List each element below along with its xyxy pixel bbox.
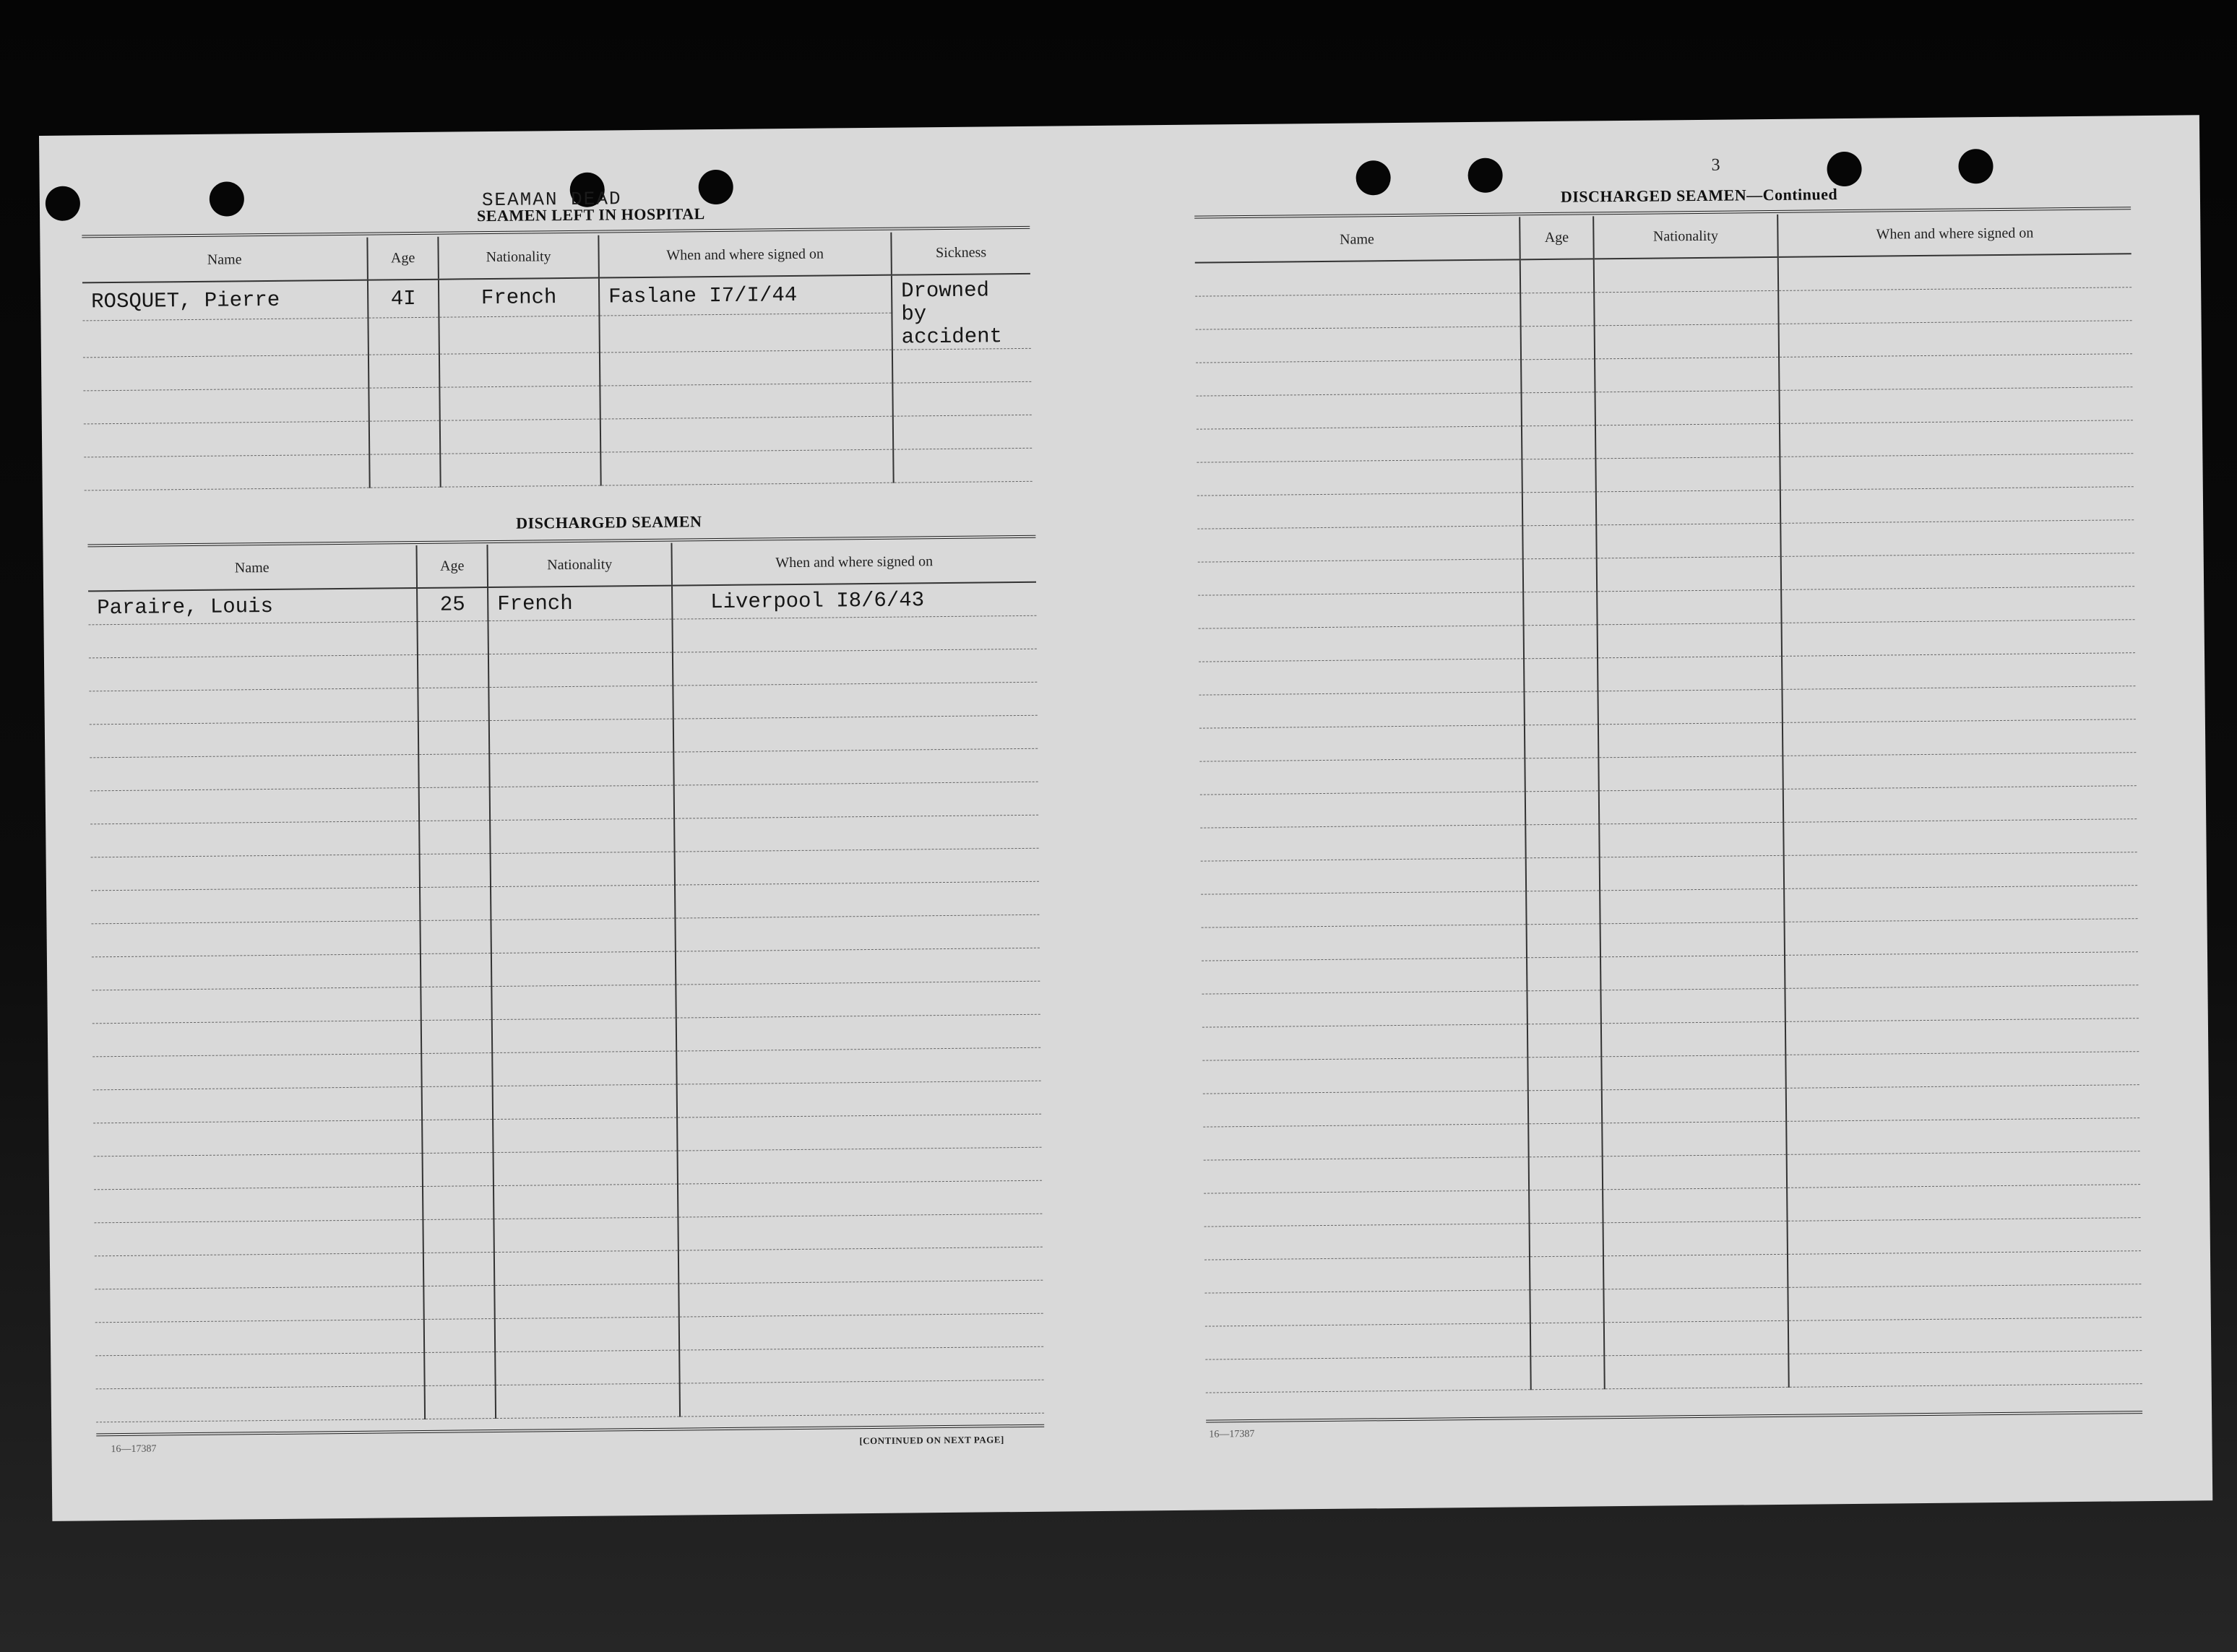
form-number: 16—17387 — [1209, 1428, 1255, 1440]
hospital-section-title: SEAMEN LEFT IN HOSPITAL — [476, 204, 705, 225]
seaman-name-cell: ROSQUET, Pierre — [82, 280, 368, 321]
punch-hole — [1827, 152, 1861, 186]
seaman-signed-on-cell: Faslane I7/I/44 — [599, 275, 892, 316]
sickness-column-header: Sickness — [891, 231, 1030, 275]
continued-table — [1194, 211, 2142, 1393]
discharged-table — [87, 540, 1044, 1423]
name-column-header: Name — [87, 545, 417, 591]
signed-on-column-header: When and where signed on — [671, 540, 1036, 586]
discharged-section-title: DISCHARGED SEAMEN — [516, 512, 702, 532]
hospital-table — [82, 231, 1032, 491]
nationality-column-header: Nationality — [438, 235, 599, 280]
right-page — [1188, 115, 2212, 1510]
punch-hole — [210, 181, 244, 216]
seaman-signed-on-cell: Liverpool I8/6/43 — [672, 582, 1036, 619]
age-column-header: Age — [1520, 216, 1594, 259]
seaman-sickness-cell: Drowned by accident — [892, 274, 1031, 350]
page-number: 3 — [1711, 155, 1720, 175]
signed-on-column-header: When and where signed on — [1777, 211, 2132, 257]
seaman-nationality-cell: French — [439, 278, 599, 317]
left-page — [39, 125, 1201, 1521]
continued-bottom-rule — [1206, 1411, 2142, 1422]
punch-hole — [46, 186, 80, 220]
seaman-dead-stamp: SEAMAN DEAD — [481, 188, 622, 212]
punch-hole — [698, 170, 733, 204]
seaman-age-cell: 4I — [368, 280, 439, 318]
signed-on-column-header: When and where signed on — [598, 233, 892, 278]
seaman-age-cell: 25 — [417, 587, 488, 621]
punch-hole — [1355, 160, 1390, 195]
record-sheet — [39, 115, 2212, 1521]
continued-section-title: DISCHARGED SEAMEN—Continued — [1560, 185, 1838, 206]
name-column-header: Name — [82, 238, 368, 283]
name-column-header: Name — [1194, 217, 1520, 262]
punch-hole — [1958, 149, 1993, 183]
form-number: 16—17387 — [111, 1443, 157, 1456]
nationality-column-header: Nationality — [1593, 215, 1778, 259]
seaman-nationality-cell: French — [488, 586, 672, 621]
punch-hole — [1467, 158, 1502, 193]
nationality-column-header: Nationality — [487, 543, 672, 587]
age-column-header: Age — [367, 237, 439, 280]
seaman-name-cell: Paraire, Louis — [88, 588, 417, 625]
age-column-header: Age — [416, 545, 488, 588]
continued-note: [CONTINUED ON NEXT PAGE] — [859, 1434, 1004, 1447]
